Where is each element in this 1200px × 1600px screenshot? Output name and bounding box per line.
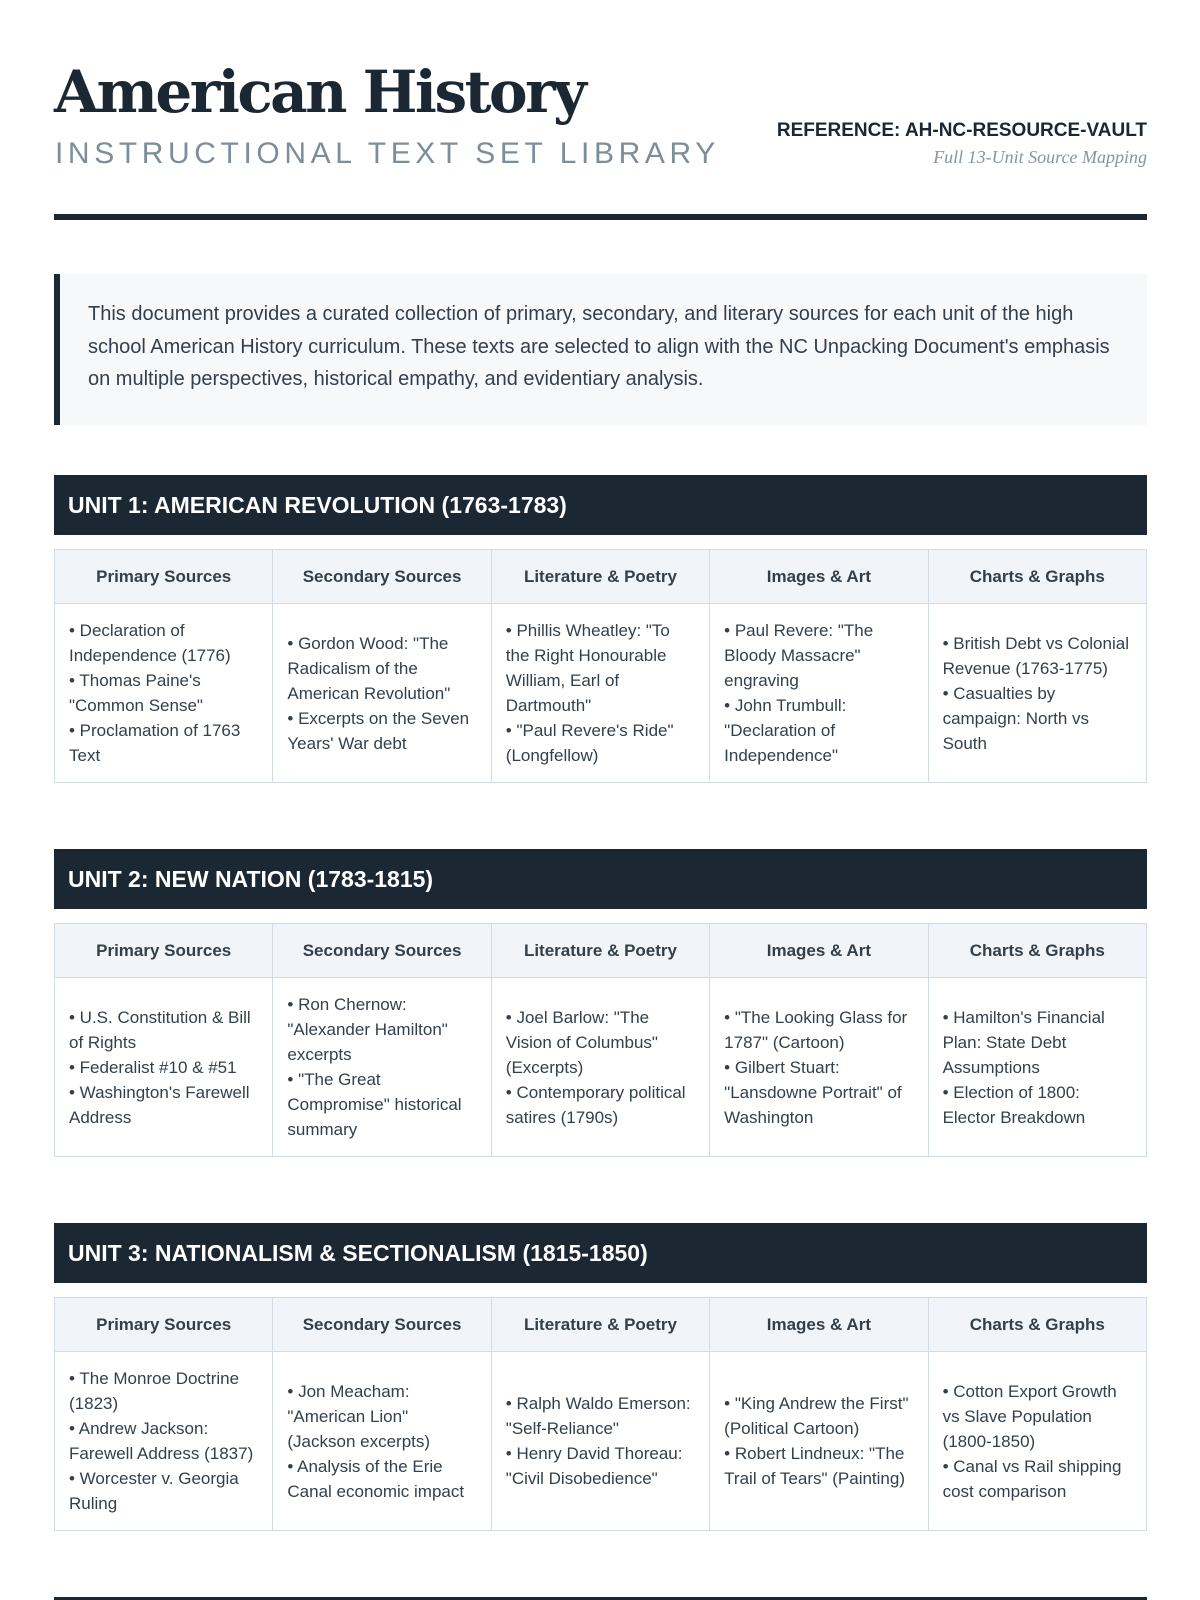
column-header-charts: Charts & Graphs bbox=[928, 924, 1146, 978]
list-item: • "The Great Compromise" historical summary bbox=[287, 1070, 462, 1139]
column-header-images: Images & Art bbox=[710, 550, 928, 604]
list-item: • Gilbert Stuart: "Lansdowne Portrait" of Washington bbox=[724, 1057, 902, 1127]
unit-source-table bbox=[54, 1297, 1147, 1531]
secondary-sources-cell bbox=[273, 978, 491, 1157]
unit-source-table bbox=[54, 923, 1147, 1157]
list-item: • Contemporary political satires (1790s) bbox=[505, 1082, 686, 1127]
column-header-charts: Charts & Graphs bbox=[928, 550, 1146, 604]
secondary-sources-cell bbox=[273, 604, 491, 783]
secondary-sources-cell bbox=[273, 1352, 491, 1531]
images-art-cell bbox=[710, 604, 928, 783]
page-title: American History bbox=[54, 58, 585, 126]
unit-section-2 bbox=[54, 849, 1147, 1157]
column-header-secondary: Secondary Sources bbox=[273, 550, 491, 604]
list-item: • Jon Meacham: "American Lion" (Jackson excerpts) bbox=[287, 1381, 431, 1451]
list-item: • Gordon Wood: "The Radicalism of the American Revolution" bbox=[287, 633, 451, 703]
literature-poetry-cell bbox=[491, 978, 709, 1157]
table-row bbox=[55, 1352, 1147, 1531]
list-item: • Worcester v. Georgia Ruling bbox=[69, 1469, 239, 1513]
column-header-primary: Primary Sources bbox=[55, 550, 273, 604]
list-item: • Thomas Paine's "Common Sense" bbox=[69, 671, 203, 715]
list-item: • Andrew Jackson: Farewell Address (1837) bbox=[69, 1419, 254, 1463]
primary-sources-cell bbox=[55, 604, 273, 783]
unit-title: UNIT 3: NATIONALISM & SECTIONALISM (1815-1850) bbox=[54, 1223, 1147, 1283]
table-header-row bbox=[55, 550, 1147, 604]
charts-graphs-cell bbox=[928, 604, 1146, 783]
column-header-images: Images & Art bbox=[710, 1298, 928, 1352]
list-item: • Analysis of the Erie Canal economic impact bbox=[287, 1456, 465, 1501]
list-item: • Election of 1800: Elector Breakdown bbox=[942, 1082, 1086, 1127]
list-item: • Canal vs Rail shipping cost comparison bbox=[942, 1456, 1122, 1501]
list-item: • Henry David Thoreau: "Civil Disobedience" bbox=[505, 1444, 683, 1488]
list-item: • British Debt vs Colonial Revenue (1763-1775) bbox=[942, 633, 1129, 678]
list-item: • Robert Lindneux: "The Trail of Tears" (Painting) bbox=[724, 1444, 905, 1488]
reference-code: REFERENCE: AH-NC-RESOURCE-VAULT bbox=[776, 120, 1147, 141]
list-item: • "Paul Revere's Ride" (Longfellow) bbox=[505, 721, 674, 765]
column-header-secondary: Secondary Sources bbox=[273, 924, 491, 978]
list-item: • The Monroe Doctrine (1823) bbox=[69, 1369, 240, 1413]
primary-sources-cell bbox=[55, 978, 273, 1157]
page-subtitle: INSTRUCTIONAL TEXT SET LIBRARY bbox=[55, 137, 720, 170]
literature-poetry-cell bbox=[491, 1352, 709, 1531]
list-item: • Casualties by campaign: North vs South bbox=[942, 683, 1090, 753]
list-item: • Joel Barlow: "The Vision of Columbus" (Excerpts) bbox=[505, 1007, 658, 1077]
document-header bbox=[54, 56, 1147, 170]
list-item: • Proclamation of 1763 Text bbox=[69, 721, 241, 765]
header-divider bbox=[54, 214, 1147, 220]
unit-source-table bbox=[54, 549, 1147, 783]
charts-graphs-cell bbox=[928, 978, 1146, 1157]
column-header-images: Images & Art bbox=[710, 924, 928, 978]
list-item: • Ron Chernow: "Alexander Hamilton" excerpts bbox=[287, 995, 448, 1064]
list-item: • Phillis Wheatley: "To the Right Honourable William, Earl of Dartmouth" bbox=[505, 621, 670, 715]
unit-title: UNIT 1: AMERICAN REVOLUTION (1763-1783) bbox=[54, 475, 1147, 535]
column-header-primary: Primary Sources bbox=[55, 1298, 273, 1352]
column-header-primary: Primary Sources bbox=[55, 924, 273, 978]
column-header-literature: Literature & Poetry bbox=[491, 924, 709, 978]
unit-section-3 bbox=[54, 1223, 1147, 1531]
reference-subtitle: Full 13-Unit Source Mapping bbox=[933, 147, 1147, 167]
list-item: • Excerpts on the Seven Years' War debt bbox=[287, 708, 470, 753]
list-item: • Declaration of Independence (1776) bbox=[69, 621, 231, 665]
list-item: • Washington's Farewell Address bbox=[69, 1082, 250, 1127]
list-item: • Cotton Export Growth vs Slave Population (1800-1850) bbox=[942, 1381, 1117, 1451]
primary-sources-cell bbox=[55, 1352, 273, 1531]
column-header-charts: Charts & Graphs bbox=[928, 1298, 1146, 1352]
list-item: • "The Looking Glass for 1787" (Cartoon) bbox=[724, 1007, 908, 1052]
table-row bbox=[55, 978, 1147, 1157]
list-item: • "King Andrew the First" (Political Cartoon) bbox=[724, 1394, 909, 1438]
intro-callout bbox=[54, 274, 1147, 425]
list-item: • U.S. Constitution & Bill of Rights bbox=[69, 1007, 251, 1052]
column-header-literature: Literature & Poetry bbox=[491, 550, 709, 604]
table-row bbox=[55, 604, 1147, 783]
column-header-literature: Literature & Poetry bbox=[491, 1298, 709, 1352]
charts-graphs-cell bbox=[928, 1352, 1146, 1531]
list-item: • Hamilton's Financial Plan: State Debt Assumptions bbox=[942, 1007, 1105, 1077]
intro-text: This document provides a curated collection of primary, secondary, and literary sources for each unit of the high school American History curriculum. These texts are selected to align with the NC Unpacking Document's emphasis on multiple perspectives, historical empathy, and evidentiary analysis. bbox=[88, 303, 1110, 390]
table-header-row bbox=[55, 924, 1147, 978]
list-item: • Federalist #10 & #51 bbox=[69, 1057, 237, 1077]
literature-poetry-cell bbox=[491, 604, 709, 783]
list-item: • Ralph Waldo Emerson: "Self-Reliance" bbox=[505, 1394, 691, 1438]
column-header-secondary: Secondary Sources bbox=[273, 1298, 491, 1352]
images-art-cell bbox=[710, 978, 928, 1157]
unit-section-1 bbox=[54, 475, 1147, 783]
unit-title: UNIT 2: NEW NATION (1783-1815) bbox=[54, 849, 1147, 909]
images-art-cell bbox=[710, 1352, 928, 1531]
table-header-row bbox=[55, 1298, 1147, 1352]
list-item: • John Trumbull: "Declaration of Independence" bbox=[724, 696, 847, 765]
list-item: • Paul Revere: "The Bloody Massacre" engraving bbox=[724, 621, 874, 690]
